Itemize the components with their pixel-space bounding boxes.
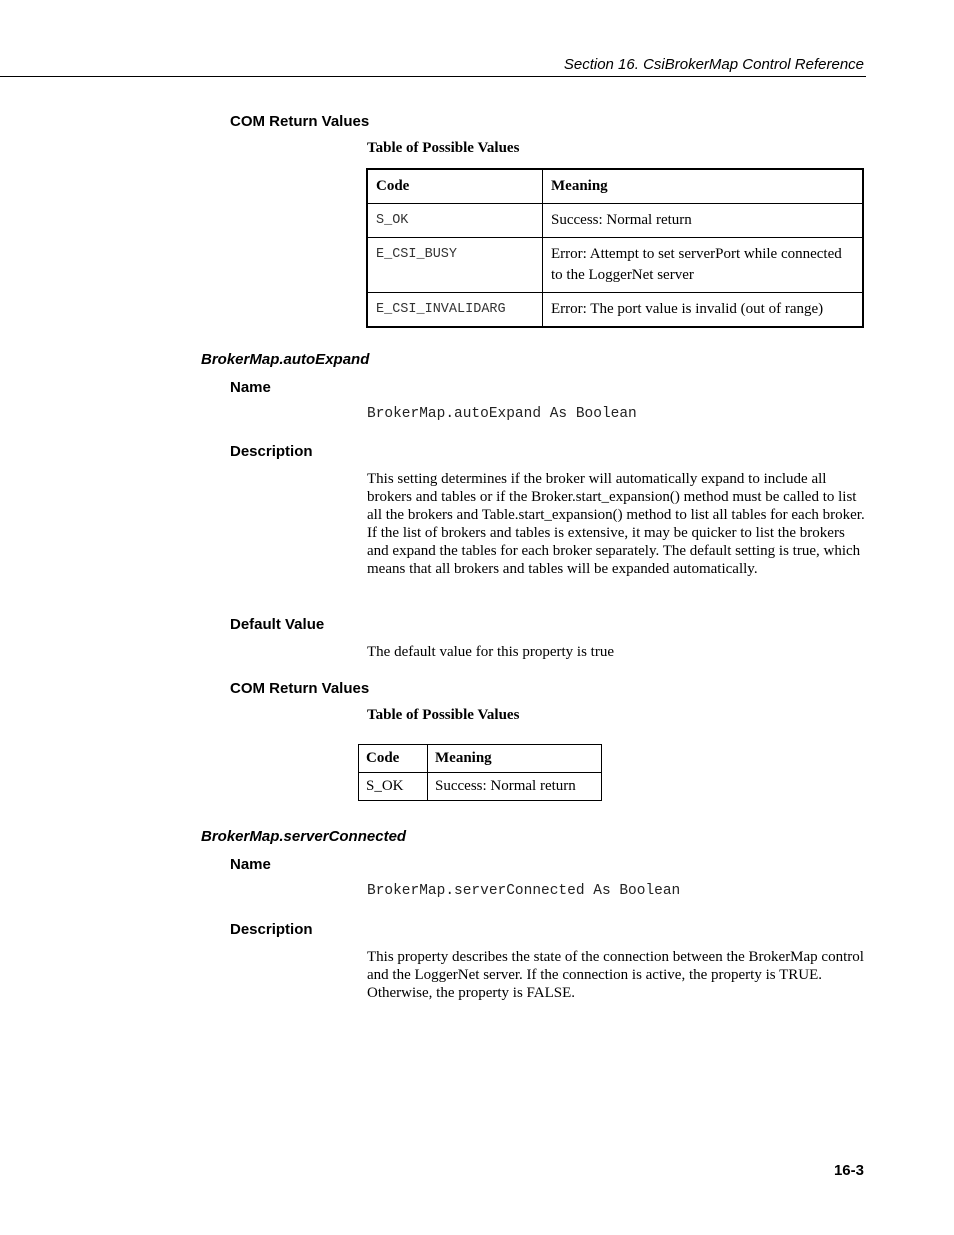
meaning-cell: Success: Normal return: [543, 204, 864, 238]
table-caption: Table of Possible Values: [367, 140, 520, 156]
page-number: 16-3: [833, 1162, 864, 1179]
description-text: This setting determines if the broker will automatically expand to include all brokers and tables or if the Broker.start_expansion() method must be called to list all the brokers and Table.start_expansion() method to list all tables for each broker. If the list of brokers and tables is extensive, it may be quicker to list the brokers and expand the tables for each broker separately. The default setting is true, which means that all brokers and tables will be expanded automatically.: [367, 471, 865, 577]
table-header-row: [367, 169, 863, 204]
com-return-values-heading: COM Return Values: [230, 113, 370, 130]
description-heading: Description: [230, 443, 313, 460]
meaning-cell: Error: Attempt to set serverPort while connected to the LoggerNet server: [543, 238, 864, 293]
table-row: [359, 773, 602, 801]
column-header-code: Code: [359, 745, 428, 773]
code-cell: E_CSI_BUSY: [367, 238, 543, 293]
column-header-code: Code: [367, 169, 543, 204]
description-text: This property describes the state of the connection between the BrokerMap control and the LoggerNet server. If the connection is active, the property is TRUE. Otherwise, the property is FALSE.: [367, 949, 864, 1001]
column-header-meaning: Meaning: [543, 169, 864, 204]
code-cell: E_CSI_INVALIDARG: [367, 293, 543, 328]
default-value-heading: Default Value: [230, 616, 325, 633]
possible-values-table: [358, 744, 602, 801]
property-title-serverconnected: BrokerMap.serverConnected: [201, 828, 407, 845]
property-signature: BrokerMap.autoExpand As Boolean: [367, 406, 637, 422]
meaning-cell: Success: Normal return: [428, 773, 602, 801]
com-return-values-heading: COM Return Values: [230, 680, 370, 697]
header-rule: [0, 76, 866, 77]
running-header: Section 16. CsiBrokerMap Control Reference: [563, 56, 864, 73]
description-heading: Description: [230, 921, 313, 938]
column-header-meaning: Meaning: [428, 745, 602, 773]
property-title-autoexpand: BrokerMap.autoExpand: [201, 351, 370, 368]
name-heading: Name: [230, 856, 271, 873]
code-cell: S_OK: [367, 204, 543, 238]
name-heading: Name: [230, 379, 271, 396]
table-row: [367, 238, 863, 293]
meaning-cell: Error: The port value is invalid (out of range): [543, 293, 864, 328]
possible-values-table: [366, 168, 864, 328]
property-signature: BrokerMap.serverConnected As Boolean: [367, 883, 681, 899]
code-cell: S_OK: [359, 773, 428, 801]
table-row: [367, 204, 863, 238]
default-value-text: The default value for this property is true: [367, 644, 615, 660]
table-caption: Table of Possible Values: [367, 707, 520, 723]
table-header-row: [359, 745, 602, 773]
table-row: [367, 293, 863, 328]
